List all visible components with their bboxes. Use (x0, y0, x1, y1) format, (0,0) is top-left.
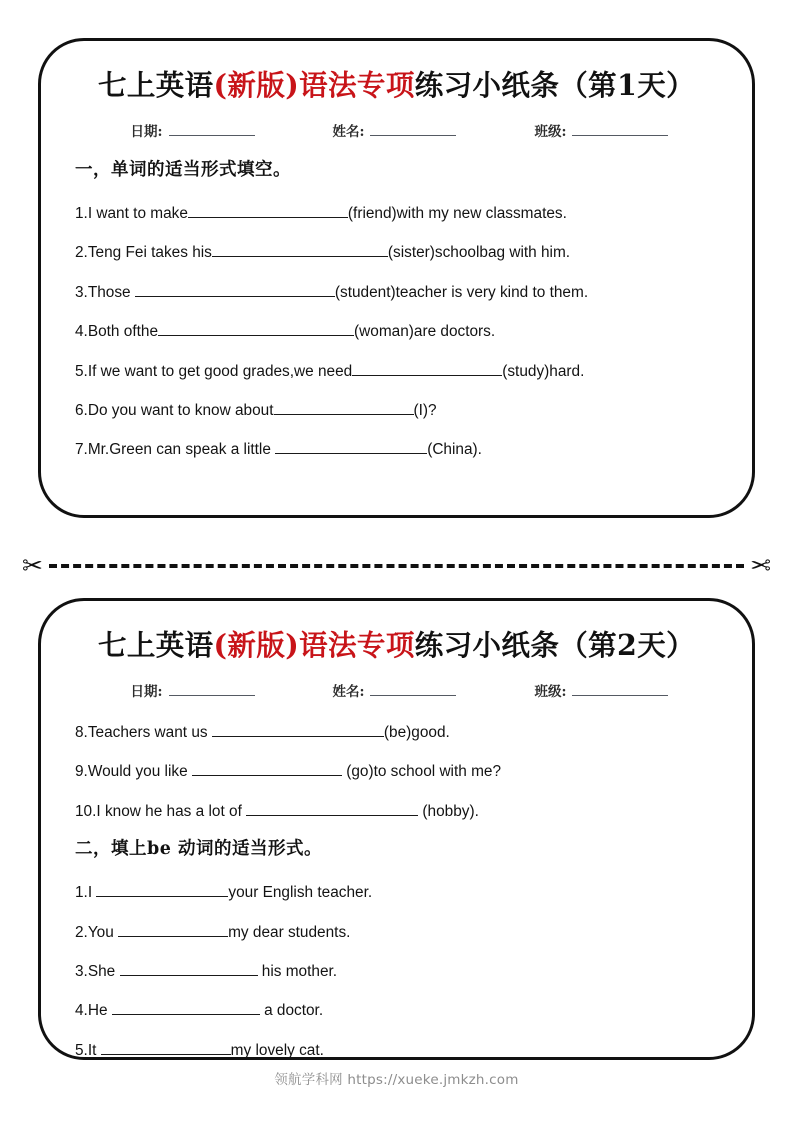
name-field[interactable] (333, 680, 457, 700)
date-blank[interactable] (169, 682, 255, 696)
name-blank[interactable] (370, 682, 456, 696)
date-label: 日期: (130, 124, 163, 140)
question-row (75, 922, 728, 940)
section-heading-one: 一，单词的适当形式填空。 (75, 160, 291, 180)
date-label: 日期: (130, 684, 163, 700)
question-prompt-text: 4.He (75, 1002, 112, 1020)
question-cue-text: my lovely cat. (230, 1041, 324, 1059)
question-row (75, 400, 728, 418)
question-prompt-text: 4.Both ofthe (75, 323, 159, 341)
section-heading-two: 二，填上be 动词的适当形式。 (75, 839, 322, 860)
answer-blank[interactable] (135, 282, 335, 297)
question-cue-text: (woman)are doctors. (354, 323, 496, 341)
question-prompt-text: 1.I want to make (75, 205, 188, 222)
question-prompt-text: 5.It (75, 1041, 101, 1059)
answer-blank[interactable] (274, 400, 414, 415)
answer-blank[interactable] (212, 722, 384, 737)
question-cue-text: his mother. (257, 963, 338, 981)
answer-blank[interactable] (118, 922, 228, 937)
question-row (75, 882, 728, 900)
class-field[interactable] (534, 680, 668, 700)
answer-blank[interactable] (101, 1040, 231, 1055)
answer-blank[interactable] (192, 761, 342, 776)
answer-blank[interactable] (158, 321, 354, 336)
question-prompt-text: 2.You (75, 923, 119, 941)
scissors-icon: ✂ (22, 551, 43, 580)
question-prompt-text: 6.Do you want to know about (75, 402, 274, 420)
question-cue-text: (China). (427, 441, 482, 459)
name-field[interactable] (333, 120, 457, 140)
name-label: 姓名: (332, 684, 365, 700)
question-row (75, 203, 728, 221)
question-prompt-text: 1.I (75, 884, 97, 902)
class-blank[interactable] (572, 122, 668, 136)
answer-blank[interactable] (120, 961, 258, 976)
question-cue-text: your English teacher. (228, 884, 373, 902)
question-cue-text: (hobby). (418, 802, 479, 820)
question-prompt-text: 10.I know he has a lot of (75, 802, 247, 820)
question-row (75, 361, 728, 379)
name-blank[interactable] (370, 122, 456, 136)
question-cue-text: (be)good. (383, 724, 450, 741)
question-prompt-text: 9.Would you like (75, 763, 192, 781)
question-cue-text: my dear students. (228, 923, 351, 941)
question-prompt-text: 3.She (75, 963, 120, 981)
question-prompt-text: 2.Teng Fei takes his (75, 244, 212, 262)
answer-blank[interactable] (112, 1000, 260, 1015)
title-tail-text: 练习小纸条（第2天） (414, 628, 696, 662)
question-row (75, 1040, 728, 1058)
class-label: 班级: (534, 684, 567, 700)
question-cue-text: a doctor. (259, 1002, 324, 1020)
date-field[interactable] (131, 680, 255, 700)
question-row (75, 801, 728, 819)
answer-blank[interactable] (212, 242, 388, 257)
title-lead-text: 七上英语 (97, 628, 214, 662)
title-lead-text: 七上英语 (97, 68, 214, 102)
worksheet-card-day1 (38, 38, 755, 518)
question-cue-text: (student)teacher is very kind to them. (334, 283, 589, 301)
question-row (75, 761, 728, 779)
card-title-day1 (41, 63, 752, 104)
worksheet-card-day2 (38, 598, 755, 1060)
answer-blank[interactable] (188, 203, 348, 218)
question-row (75, 722, 728, 740)
meta-row-day2 (41, 680, 752, 700)
question-prompt-text: 7.Mr.Green can speak a little (75, 441, 276, 459)
answer-blank[interactable] (246, 801, 418, 816)
meta-row-day1 (41, 120, 752, 140)
name-label: 姓名: (332, 124, 365, 140)
scissors-icon: ✂ (750, 551, 771, 580)
question-prompt-text: 3.Those (75, 283, 135, 301)
question-prompt-text: 8.Teachers want us (75, 724, 212, 741)
class-label: 班级: (534, 124, 567, 140)
cut-separator (22, 546, 771, 586)
question-row (75, 282, 728, 300)
date-blank[interactable] (169, 122, 255, 136)
card-title-day2 (41, 623, 752, 664)
question-cue-text: (study)hard. (502, 362, 585, 380)
question-cue-text: (go)to school with me? (341, 763, 502, 781)
title-red-text: (新版)语法专项 (213, 68, 415, 102)
footer-watermark: 领航学科网 https://xueke.jmkzh.com (274, 1072, 519, 1088)
question-row (75, 961, 728, 979)
question-prompt-text: 5.If we want to get good grades,we need (75, 362, 353, 380)
question-cue-text: (I)? (413, 402, 437, 420)
question-cue-text: (friend)with my new classmates. (347, 205, 567, 222)
question-list-section-one-cont (41, 722, 752, 819)
question-list-section-one (41, 203, 752, 458)
title-red-text: (新版)语法专项 (213, 628, 415, 662)
class-blank[interactable] (572, 682, 668, 696)
question-row (75, 1000, 728, 1018)
class-field[interactable] (534, 120, 668, 140)
answer-blank[interactable] (96, 882, 228, 897)
title-tail-text: 练习小纸条（第1天） (414, 68, 696, 102)
question-row (75, 321, 728, 339)
answer-blank[interactable] (352, 361, 502, 376)
question-list-section-two (41, 882, 752, 1058)
dashed-cut-line (49, 564, 744, 568)
answer-blank[interactable] (275, 439, 427, 454)
question-cue-text: (sister)schoolbag with him. (387, 244, 571, 262)
question-row (75, 439, 728, 457)
date-field[interactable] (131, 120, 255, 140)
question-row (75, 242, 728, 260)
